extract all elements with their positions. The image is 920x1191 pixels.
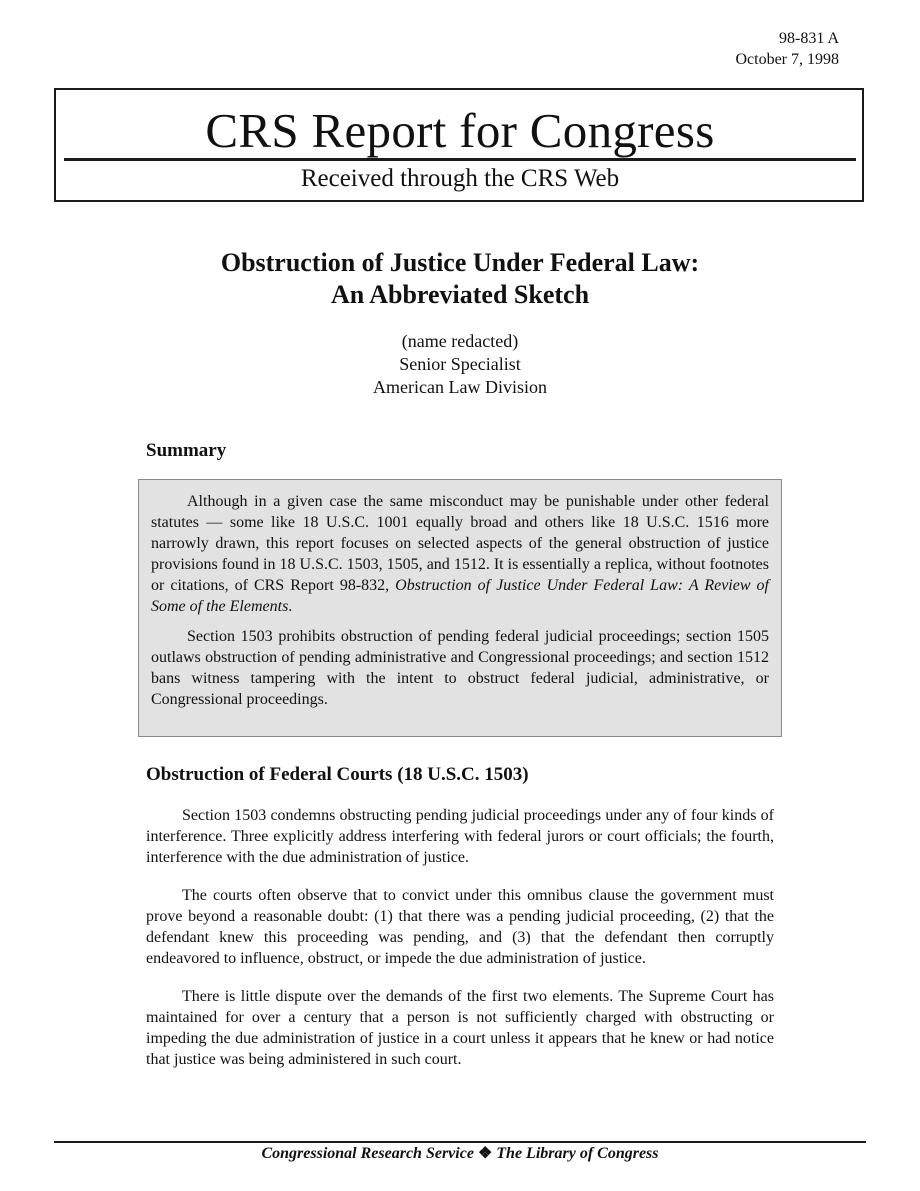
report-identifier (735, 28, 839, 70)
section-heading-federal-courts: Obstruction of Federal Courts (18 U.S.C. 1503) (146, 764, 529, 785)
footer-divider (54, 1141, 866, 1143)
banner-subtitle: Received through the CRS Web (300, 165, 620, 192)
summary-heading: Summary (146, 440, 227, 461)
body-paragraph: Section 1503 condemns obstructing pending judicial proceedings under any of four kinds of interference. Three explicitly address interfering with federal jurors or court officials; the fourth, interference with the due administration of justice. (146, 807, 774, 866)
summary-paragraph-1-end: . (288, 598, 293, 615)
author-position: Senior Specialist (399, 354, 521, 374)
diamond-separator-icon: ❖ (477, 1145, 493, 1162)
author-block (0, 330, 920, 399)
author-division: American Law Division (373, 377, 547, 397)
report-number: 98-831 A (779, 30, 839, 47)
banner-title: CRS Report for Congress (205, 103, 715, 158)
author-name: (name redacted) (401, 331, 519, 351)
section-body-federal-courts (146, 805, 774, 1087)
summary-paragraph-1 (151, 491, 769, 617)
body-paragraph: There is little dispute over the demands of the first two elements. The Supreme Court has maintained for over a century that a person is not sufficiently charged with obstructing or impeding the due administration of justice in a court unless it appears that he knew or had notice that justice was being administered in such court. (146, 988, 774, 1068)
banner-divider (64, 158, 856, 161)
summary-paragraph-1-text: Although in a given case the same misconduct may be punishable under other federal statutes — some like 18 U.S.C. 1001 equally broad and others like 18 U.S.C. 1516 more narrowly drawn, this report focuses on selected aspects of the general obstruction of justice provisions found in 18 U.S.C. 1503, 1505, and 1512. It is essentially a replica, without footnotes or citations, of CRS Report 98-832, (151, 493, 769, 594)
footer-publisher: Congressional Research Service (261, 1145, 474, 1162)
body-paragraph: The courts often observe that to convict under this omnibus clause the government must prove beyond a reasonable doubt: (1) that there was a pending judicial proceeding, (2) that the defendant knew this proceeding was pending, and (3) that the defendant then corruptly endeavored to influence, obstruct, or impede the due administration of justice. (146, 887, 774, 967)
document-title (0, 247, 920, 311)
summary-paragraph-2: Section 1503 prohibits obstruction of pending federal judicial proceedings; section 1505 outlaws obstruction of pending administrative and Congressional proceedings; and section 1512 bans witness tampering with the intent to obstruct federal judicial, administrative, or Congressional proceedings. (151, 628, 769, 708)
footer-library: The Library of Congress (496, 1145, 659, 1162)
document-title-line-2: An Abbreviated Sketch (330, 280, 590, 309)
summary-box (138, 479, 782, 737)
document-title-line-1: Obstruction of Justice Under Federal Law: (220, 248, 700, 277)
page-footer (0, 1144, 920, 1164)
report-date: October 7, 1998 (735, 51, 839, 68)
cited-report-title: Obstruction of Justice Under Federal Law: A Review of Some of the Elements (151, 577, 769, 615)
